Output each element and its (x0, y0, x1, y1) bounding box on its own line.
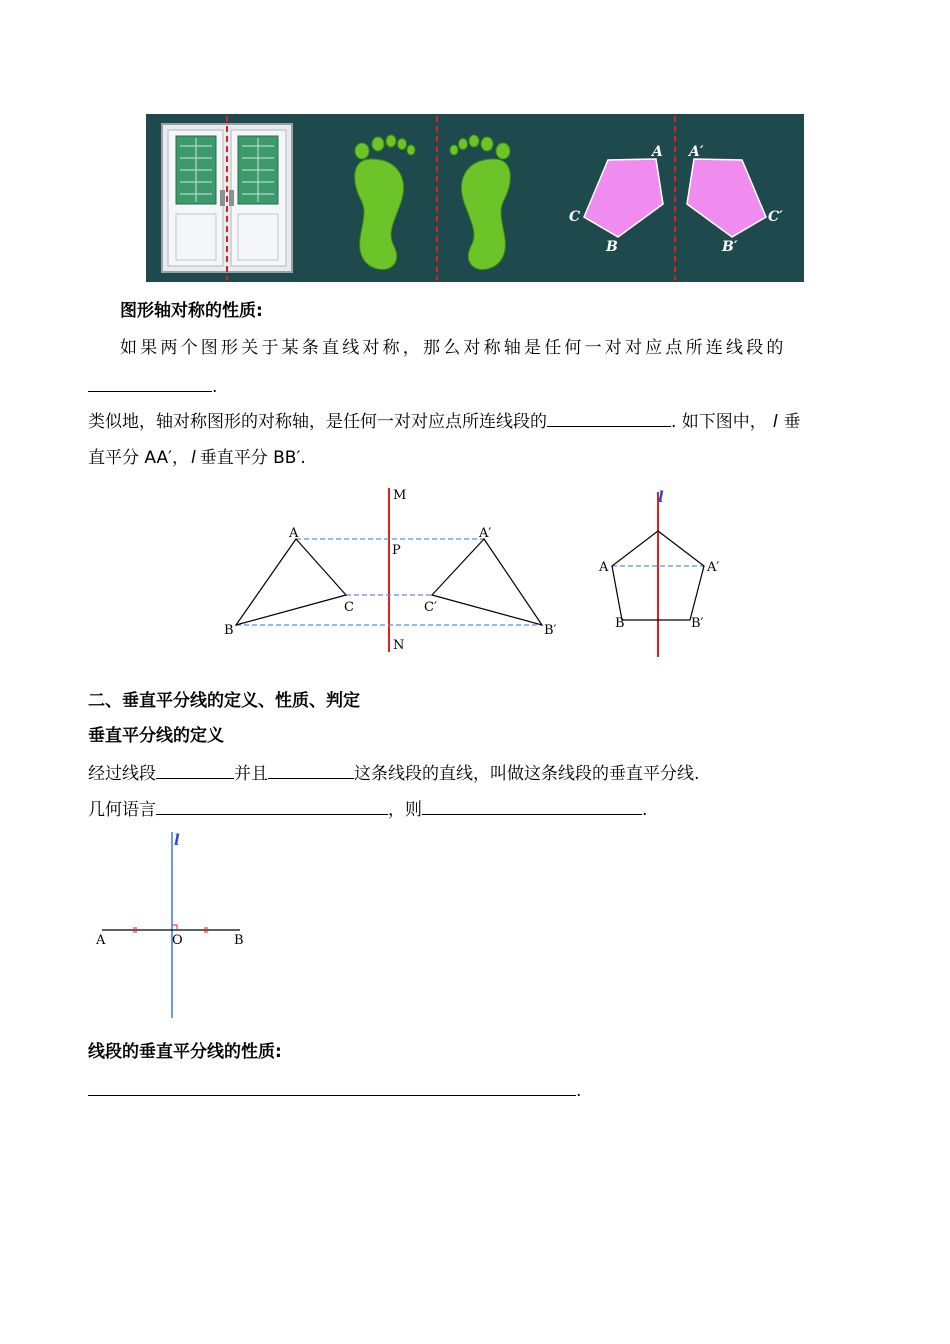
section1-line3 (88, 410, 801, 433)
blank-geo-1[interactable] (156, 798, 388, 815)
bis-label-o: O (172, 933, 183, 948)
triangle-a2b2c2 (432, 539, 542, 625)
pentagon-svg (592, 482, 732, 662)
definition-line (88, 762, 699, 785)
geo-c: . (642, 800, 648, 820)
section3-heading: 线段的垂直平分线的性质: (88, 1042, 282, 1062)
line3-start: 类似地，轴对称图形的对称轴，是任何一对对应点所连线段的 (88, 412, 547, 432)
pentagon-figure (592, 482, 732, 662)
pent-label-b2: B′ (691, 616, 704, 631)
pent-label-l: l (658, 488, 664, 506)
blank-answer-2[interactable] (547, 410, 671, 427)
geo-a: 几何语言 (88, 800, 156, 820)
tri-label-c: C (344, 600, 354, 615)
tri-label-p: P (392, 543, 401, 558)
pent-label-a2: A′ (707, 560, 720, 575)
line3-tail: 垂 (783, 412, 801, 432)
bisector-svg (88, 828, 258, 1023)
banner-svg (146, 114, 804, 282)
bisector-figure (88, 828, 258, 1023)
tri-label-a2: A′ (479, 526, 492, 541)
def-c: 这条线段的直线，叫做这条线段的垂直平分线. (354, 764, 700, 784)
section2-heading: 二、垂直平分线的定义、性质、判定 (88, 691, 360, 711)
tri-label-b2: B′ (544, 623, 557, 638)
line4-l: l (191, 448, 196, 468)
banner-label-a: A (652, 144, 663, 160)
bis-label-b: B (234, 933, 244, 948)
section1-line2 (88, 375, 217, 398)
blank-property[interactable] (88, 1079, 576, 1096)
tri-label-n: N (393, 638, 405, 653)
blank-geo-2[interactable] (422, 798, 642, 815)
def-b: 并且 (234, 764, 268, 784)
banner-label-c2: C′ (768, 209, 783, 225)
tri-label-c2: C′ (424, 600, 437, 615)
section1-heading: 图形轴对称的性质: (120, 301, 263, 321)
property-answer-line (88, 1079, 581, 1102)
def-a: 经过线段 (88, 764, 156, 784)
line4-a: 直平分 AA′， (88, 448, 189, 468)
symmetry-banner (146, 114, 804, 282)
section2-subheading: 垂直平分线的定义 (88, 726, 224, 746)
blank-answer-1[interactable] (88, 375, 212, 392)
pent-label-b: B (615, 616, 625, 631)
triangle-abc (236, 539, 346, 625)
bis-label-a: A (96, 933, 106, 948)
property-period: . (576, 1081, 582, 1101)
triangles-figure (220, 482, 580, 657)
geometry-language-line (88, 798, 647, 821)
line2-period: . (212, 377, 218, 397)
pent-label-a: A (599, 560, 609, 575)
line3-end: . 如下图中， (671, 412, 767, 432)
line4-b: 垂直平分 BB′. (199, 448, 306, 468)
blank-def-2[interactable] (268, 762, 354, 779)
geo-b: ，则 (388, 800, 422, 820)
section1-line1: 如果两个图形关于某条直线对称，那么对称轴是任何一对对应点所连线段的 (120, 338, 787, 358)
bis-label-l: l (174, 831, 180, 849)
blank-def-1[interactable] (156, 762, 234, 779)
banner-label-c: C (569, 209, 581, 225)
section1-line4 (88, 447, 306, 469)
banner-label-b2: B′ (722, 239, 738, 255)
tri-label-m: M (393, 488, 407, 503)
banner-label-b: B (606, 239, 618, 255)
triangles-svg (220, 482, 580, 657)
line3-l: l (772, 412, 778, 432)
tri-label-a: A (289, 526, 299, 541)
tri-label-b: B (224, 623, 234, 638)
banner-label-a2: A′ (689, 144, 704, 160)
